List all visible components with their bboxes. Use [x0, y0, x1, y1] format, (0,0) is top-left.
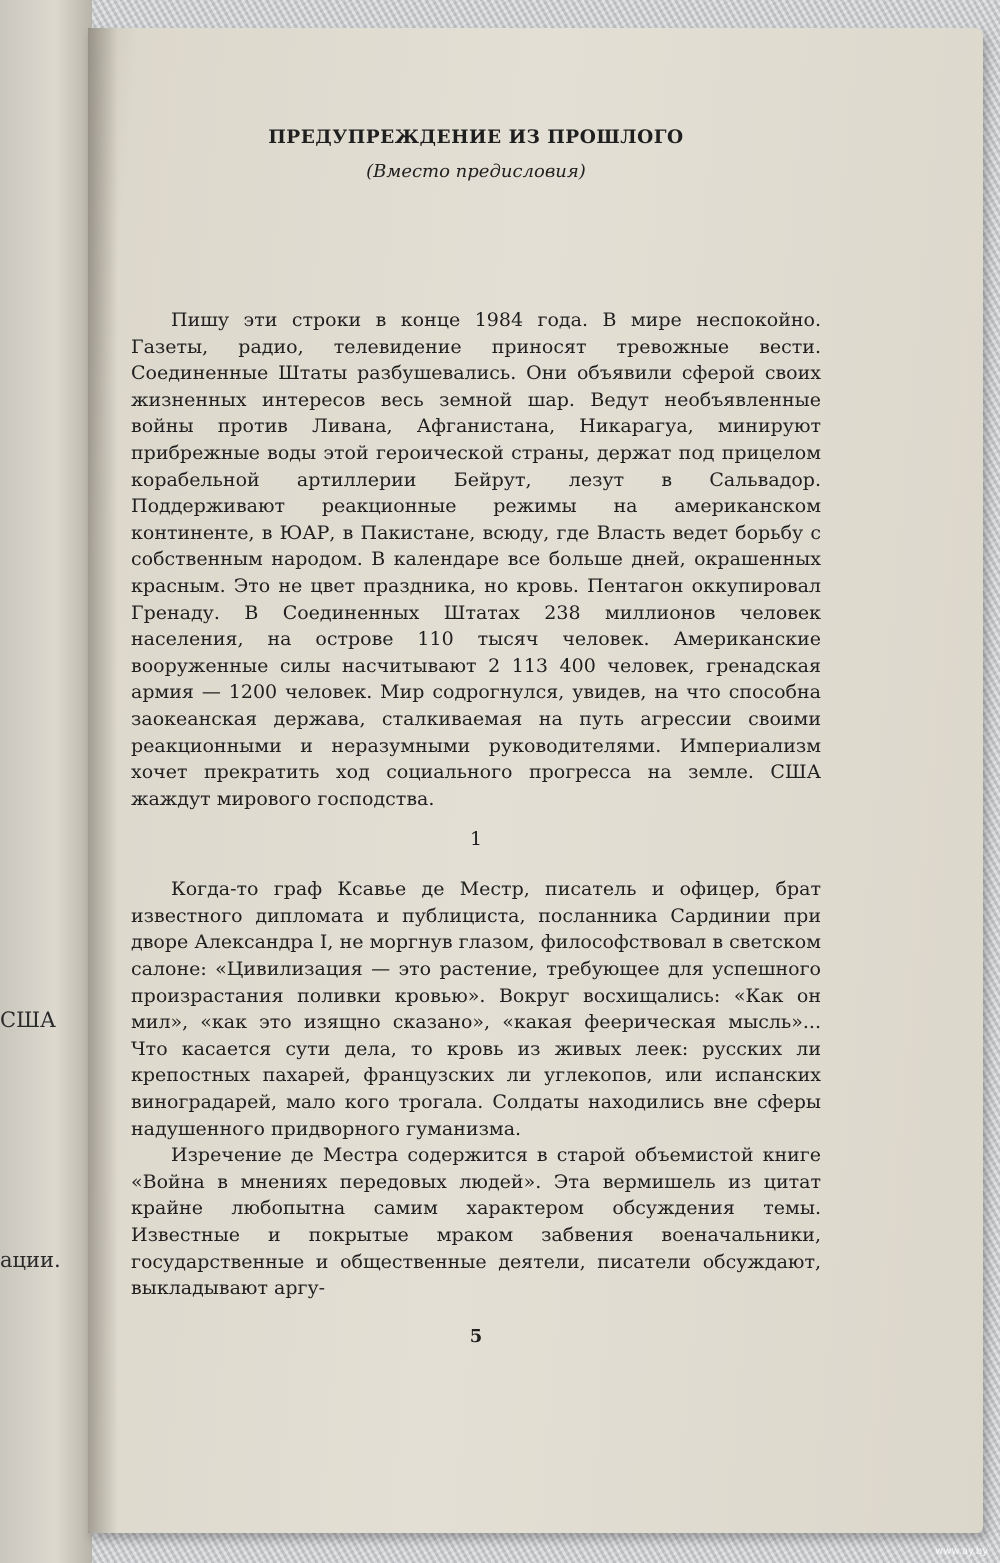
left-page — [0, 0, 92, 1563]
page-gutter-shadow — [88, 28, 118, 1533]
page-number: 5 — [469, 1325, 483, 1347]
body-paragraph: Изречение де Местра содержится в старой объемистой книге «Война в мнениях передовых людей». Эта вермишель из цитат крайне любопытна самим характером обсуждения темы. Известные и покрытые мраком забвения военачальники, государственные и общественные деятели, писатели обсуждают, выкладывают аргу- — [131, 1144, 821, 1300]
page-content — [131, 126, 821, 1350]
right-page — [88, 28, 983, 1533]
intro-paragraph: Пишу эти строки в конце 1984 года. В мире неспокойно. Газеты, радио, телевидение приносят тревожные вести. Соединенные Штаты разбушевались. Они объявили сферой своих жизненных интересов весь земной шар. Ведут необъявленные войны против Ливана, Афганистана, Никарагуа, минируют прибрежные воды этой героической страны, держат под прицелом корабельной артиллерии Бейрут, лезут в Сальвадор. Поддерживают реакционные режимы на американском континенте, в ЮАР, в Пакистане, всюду, где Власть ведет борьбу с собственным народом. В календаре все больше дней, окрашенных красным. Это не цвет праздника, но кровь. Пентагон оккупировал Гренаду. В Соединенных Штатах 238 миллионов человек населения, на острове 110 тысяч человек. Американские вооруженные силы насчитывают 2 113 400 человек, гренадская армия — 1200 человек. Мир содрогнулся, увидев, на что способна заокеанская держава, сталкиваемая на путь агрессии своими реакционными и неразумными руководителями. Империализм хочет прекратить ход социального прогресса на земле. США жаждут мирового господства. — [131, 309, 821, 810]
body-paragraph: Когда-то граф Ксавье де Местр, писатель и офицер, брат известного дипломата и публициста, посланника Сардинии при дворе Александра I, не моргнув глазом, философствовал в светском салоне: «Цивилизация — это растение, требующее для успешного произрастания поливки кровью». Вокруг восхищались: «Как он мил», «как это изящно сказано», «какая феерическая мысль»... Что касается сути дела, то кровь из живых леек: русских ли крепостных пахарей, французских ли углекопов, или испанских виноградарей, мало кого трогала. Солдаты находились вне сферы надушенного придворного гуманизма. — [131, 878, 821, 1140]
section-number: 1 — [469, 828, 483, 851]
chapter-subtitle: (Вместо предисловия) — [366, 161, 586, 182]
left-page-fragment: США — [0, 1008, 56, 1032]
watermark: www.ay.by — [935, 1546, 988, 1557]
left-page-fragment: ации. — [0, 1248, 61, 1272]
chapter-title: ПРЕДУПРЕЖДЕНИЕ ИЗ ПРОШЛОГО — [268, 127, 684, 148]
